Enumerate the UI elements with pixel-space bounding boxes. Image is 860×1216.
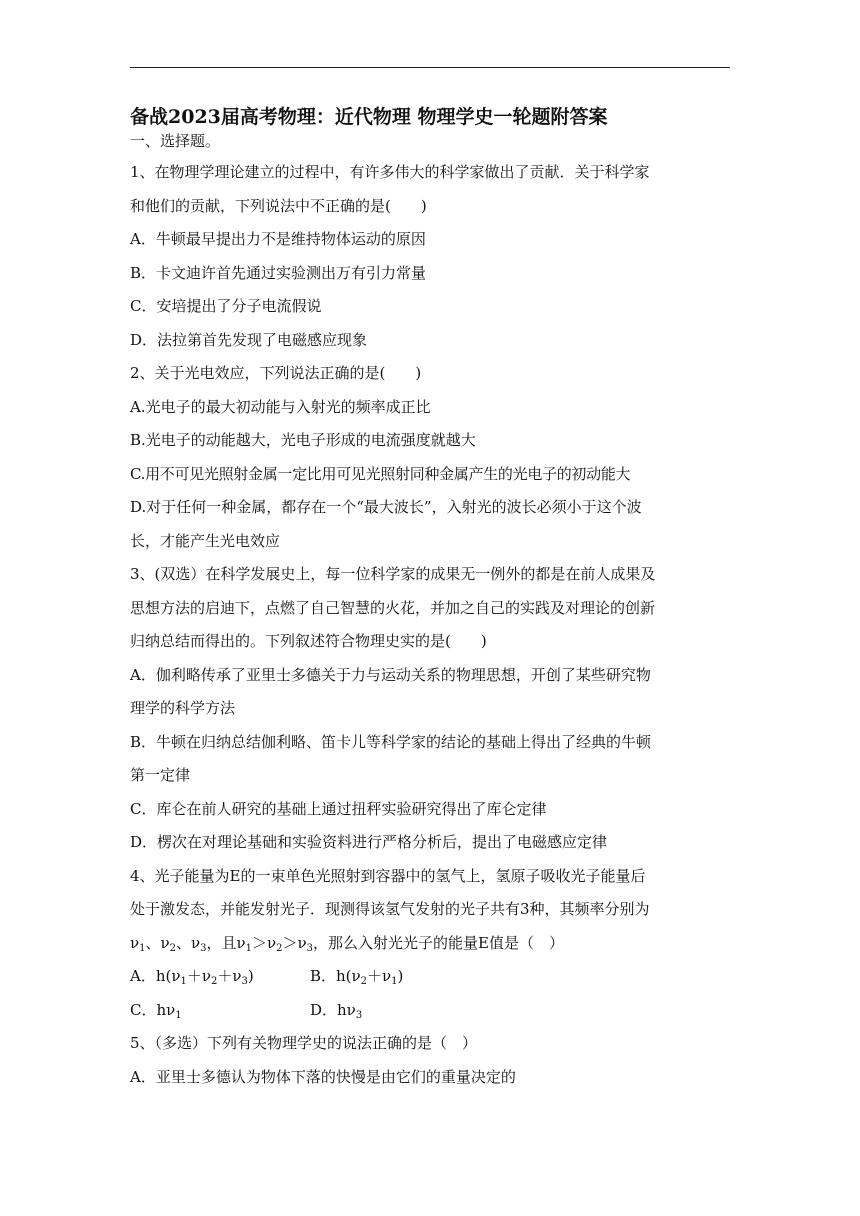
q5-option-a: A．亚里士多德认为物体下落的快慢是由它们的重量决定的 [130, 1067, 516, 1086]
header-rule [130, 67, 730, 68]
q4-a-pre: A．h(ν [130, 967, 181, 985]
q4-stem-line-1: 4、光子能量为E的一束单色光照射到容器中的氢气上，氢原子吸收光子能量后 [130, 866, 646, 885]
q4-a-m2: ＋ν [217, 967, 242, 985]
q3-option-d: D．楞次在对理论基础和实验资料进行严格分析后，提出了电磁感应定律 [130, 833, 608, 851]
q4-a-m1: ＋ν [186, 967, 211, 985]
q4-sub2: 2 [169, 942, 176, 954]
q3-stem-line-1: 3、(双选）在科学发展史上，每一位科学家的成果无一例外的都是在前人成果及 [130, 565, 656, 583]
q4-s3b: 、ν [145, 933, 170, 952]
q3-option-c: C．库仑在前人研究的基础上通过扭秤实验研究得出了库仑定律 [130, 799, 547, 818]
q3-option-b-line-2: 第一定律 [130, 766, 191, 784]
q4-sub3: 3 [200, 942, 207, 954]
q4-a-s2: 2 [210, 976, 218, 987]
q4-options-cd [130, 994, 730, 1028]
q4-a-s1: 1 [180, 976, 187, 987]
q3-option-b-line-1: B．牛顿在归纳总结伽利略、笛卡儿等科学家的结论的基础上得出了经典的牛顿 [130, 732, 652, 751]
section-heading: 一、选择题。 [130, 132, 221, 150]
q2-option-d-line-1: D.对于任何一种金属，都存在一个“最大波长”，入射光的波长必须小于这个波 [130, 498, 642, 516]
q4-b-s1: 2 [360, 976, 368, 987]
q2-option-c: C.用不可见光照射金属一定比用可见光照射同种金属产生的光电子的初动能大 [130, 464, 631, 483]
q4-stem-line-2: 处于激发态，并能发射光子．现测得该氢气发射的光子共有3种，其频率分别为 [130, 900, 650, 918]
q1-option-a: A．牛顿最早提出力不是维持物体运动的原因 [130, 230, 426, 248]
q4-options-ab [130, 960, 730, 994]
q2-option-b: B.光电子的动能越大，光电子形成的电流强度就越大 [130, 431, 476, 449]
q3-option-a-line-2: 理学的科学方法 [130, 699, 236, 717]
q4-s3f: ＞ν [282, 933, 307, 952]
q1-option-d: D．法拉第首先发现了电磁感应现象 [130, 330, 368, 349]
q2-option-a: A.光电子的最大初动能与入射光的频率成正比 [130, 397, 431, 416]
q4-a-post: ) [247, 967, 254, 985]
q4-c-s: 1 [175, 1009, 182, 1021]
document-title: 备战2023届高考物理：近代物理 物理学史一轮题附答案 [130, 106, 608, 128]
q4-s3d: ，且ν [206, 933, 246, 952]
q4-c-pre: C．hν [130, 1000, 176, 1019]
q5-stem: 5、（多选）下列有关物理学史的说法正确的是（ ） [130, 1034, 478, 1052]
q2-option-d-line-2: 长，才能产生光电效应 [130, 531, 281, 550]
q4-option-a [130, 960, 310, 994]
q4-a-s3: 3 [241, 976, 248, 987]
q4-option-d [310, 994, 490, 1028]
q4-sub1: 1 [139, 942, 146, 954]
document-body [130, 104, 730, 1094]
q1-stem-line-2: 和他们的贡献，下列说法中不正确的是( ) [130, 196, 427, 215]
q3-stem-line-2: 思想方法的启迪下，点燃了自己智慧的火花，并加之自己的实践及对理论的创新 [130, 598, 656, 617]
q2-stem: 2、关于光电效应，下列说法正确的是( ) [130, 364, 422, 382]
q4-s3g: ，那么入射光光子的能量E值是（ ） [313, 933, 564, 952]
q1-option-c: C．安培提出了分子电流假说 [130, 297, 322, 315]
q4-s3e: ＞ν [252, 933, 277, 952]
q1-option-b: B．卡文迪许首先通过实验测出万有引力常量 [130, 263, 427, 282]
q4-option-b [310, 960, 490, 994]
q4-sub5: 2 [276, 942, 283, 954]
q4-b-post: ) [397, 967, 404, 985]
q4-stem-line-3 [130, 927, 730, 961]
q4-d-pre: D．hν [310, 1000, 356, 1019]
q4-s3c: 、ν [176, 933, 201, 952]
q4-s3a: ν [130, 933, 140, 952]
q4-sub4: 1 [245, 942, 252, 954]
q4-option-c [130, 994, 310, 1028]
q4-b-m1: ＋ν [367, 967, 392, 985]
q4-d-s: 3 [355, 1009, 363, 1021]
q3-option-a-line-1: A．伽利略传承了亚里士多德关于力与运动关系的物理思想，开创了某些研究物 [130, 665, 651, 684]
q4-sub6: 3 [306, 942, 313, 954]
q3-stem-line-3: 归纳总结而得出的。下列叙述符合物理史实的是( ) [130, 632, 487, 650]
q4-b-s2: 1 [391, 976, 398, 987]
q1-stem-line-1: 1、在物理学理论建立的过程中，有许多伟大的科学家做出了贡献．关于科学家 [130, 163, 650, 181]
q4-b-pre: B．h(ν [310, 967, 361, 985]
